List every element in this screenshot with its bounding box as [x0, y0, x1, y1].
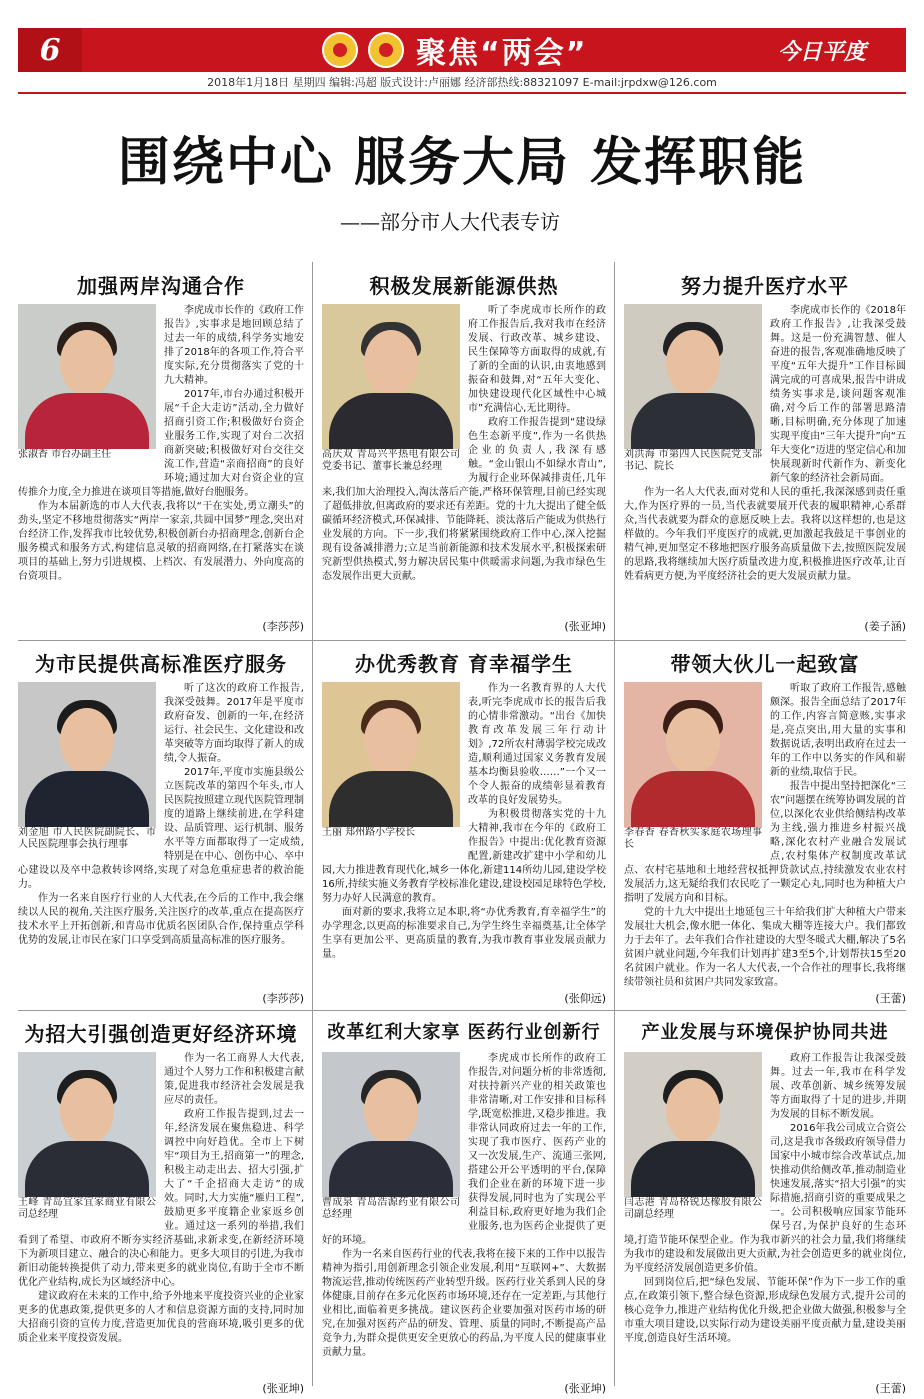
emblems	[322, 32, 404, 68]
article-author: (张亚坤)	[564, 620, 606, 633]
article-paragraph: 李虎成市长作的《2018年政府工作报告》,让我深受鼓舞。这是一份充满智慧、催人奋进的报告,客观准确地反映了平度“五年大提升”工作目标圆满完成的可喜成果,报告中讲成绩务实事求是,谈问题客观准确,对今后工作的部署思路清晰,目标明确,充分体现了加速实现平度由“三年大提升”向“五年大变化”迈进的坚定信心和加快展现新时代新作为、新变化新气象的经济社会新局面。	[770, 305, 906, 484]
article-author: (李莎莎)	[262, 992, 304, 1005]
article-author: (张亚坤)	[262, 1382, 304, 1395]
article-author: (王蕾)	[875, 1382, 906, 1395]
row-divider	[18, 1010, 906, 1011]
article	[624, 1018, 906, 1370]
masthead	[18, 28, 906, 72]
article-paragraph: 李虎成市长作的《政府工作报告》,实事求是地回顾总结了过去一年的成绩,科学务实地安排了2018年的各项工作,符合平度实际,充分贯彻落实了党的十九大精神。	[164, 305, 304, 386]
photo-caption: 闫志港 青岛格锐达橡胶有限公司副总经理	[624, 1197, 762, 1220]
article-paragraph: 政府工作报告提到“建设绿色生态新平度”,作为一名供热企业的负责人,我深有感触。“金山银山不如绿水青山”,为履行企业环保减排责任,几年来,我们加大治理投入,淘汰落后产能,严格环保管理,目前已经实现了超低排放,但离政府的要求还有差距。党的十九大提出了健全低碳循环经济模式,环保减排、节能降耗、淡汰落后产能成为供热行业发展的方向。下一步,我们将紧紧围绕政府工作中心,深入挖掘现有设备减排潜力;立足当前新能源和技术发展水平,积极探索研究新型供热模式,努力解决居民集中供暖需求问题,为我市绿色生态发展作出更大贡献。	[322, 417, 606, 582]
article-paragraph: 建议政府在未来的工作中,给予外地来平度投资兴业的企业家更多的优惠政策,提供更多的人才和信息资源方面的支持,同时加大招商引资的宣传力度,营造更加优良的营商环境,吸引更多的优质企业来平度投资发展。	[18, 1291, 304, 1344]
article-title: 为市民提供高标准医疗服务	[35, 652, 287, 676]
article-paragraph: 作为一名来自医疗行业的人大代表,在今后的工作中,我会继续以人民的视角,关注医疗服务,关注医疗的改革,重点在提高医疗技术水平上开拓创新,和青岛市优质名医团队合作,保持重点学科优势的发展,让市民在家门口享受到高质量高标准的医疗服务。	[18, 893, 304, 946]
photo-caption: 刘金旭 市人民医院副院长、市人民医院理事会执行理事	[18, 827, 156, 850]
npc-emblem-icon	[322, 32, 358, 68]
article-title: 产业发展与环境保护协同共进	[641, 1022, 889, 1043]
article-paragraph: 回到岗位后,把“绿色发展、节能环保”作为下一步工作的重点,在政策引领下,整合绿色资源,形成绿色发展方式,提升公司的核心竞争力,推进产业结构优化升级,把企业做大做强,积极参与全市重大项目建设,以实际行动为建设美丽平度贡献力量,建设美丽平度,创造良好生活环境。	[624, 1277, 906, 1344]
photo-caption: 王丽 郑州路小学校长	[322, 827, 416, 838]
page-number: 6	[18, 28, 82, 72]
column-divider	[312, 262, 313, 1386]
portrait-photo	[18, 1052, 156, 1220]
article-author: (李莎莎)	[262, 620, 304, 633]
row-divider	[18, 640, 906, 641]
portrait-photo	[322, 1052, 460, 1220]
portrait-photo	[18, 304, 156, 472]
article-paragraph: 李虎成市长所作的政府工作报告,对问题分析的非常透彻,对扶持新兴产业的相关政策也非常清晰,对工作安排和目标科学,既宽松推进,又稳步推进。我非常认同政府过去一年的工作,实现了我市医疗、医药产业的又一次发展,生产、流通三张网,搭建公开公平透明的平台,保障我们企业在新的环境下进一步获得发展,同时也为了实现公平利益目标,政府更好地为我们企业服务,也为医药企业提供了更好的环境。	[322, 1053, 606, 1246]
photo-caption: 李春香 春香秋实家庭农场理事长	[624, 827, 762, 850]
article-author: (姜子涵)	[864, 620, 906, 633]
article	[322, 648, 606, 978]
newspaper-brand: 今日平度	[777, 38, 866, 65]
article	[322, 270, 606, 632]
portrait-photo	[624, 1052, 762, 1220]
portrait-photo	[322, 682, 460, 850]
article-paragraph: 作为本届新选的市人大代表,我将以“干在实处,勇立潮头”的劲头,坚定不移地贯彻落实“两岸一家亲,共圆中国梦”理念,突出对台经济工作,发挥我市比较优势,积极创新台办招商理念,创新台企服务模式和服务方式,构建信息灵敏的招商网络,在打紧落实在谈项目的基础上,努力引进规模、上档次、有发展潜力、外向度高的台资项目。	[18, 501, 304, 582]
article-title: 加强两岸沟通合作	[77, 274, 245, 298]
column-divider	[614, 262, 615, 1386]
article-paragraph: 听了李虎成市长所作的政府工作报告后,我对我市在经济发展、行政改革、城乡建设、民生保障等方面取得的成就,有了新的全面的认识,由衷地感到振奋和鼓舞,对“五年大变化、加快建设现代化区域性中心城市”充满信心,无比期待。	[468, 305, 606, 414]
article	[322, 1018, 606, 1370]
article-author: (王蕾)	[875, 992, 906, 1005]
article-paragraph: 作为一名工商界人大代表,通过个人努力工作和积极建言献策,促进我市经济社会发展是我应尽的责任。	[164, 1053, 304, 1106]
portrait-photo	[18, 682, 156, 850]
photo-caption: 张淑香 市台办副主任	[18, 449, 112, 460]
article-paragraph: 作为一名人大代表,面对党和人民的重托,我深深感到责任重大,作为医疗界的一员,当代表就要展开代表的履职精神,心系群众,当代表就要为群众的意愿反映上去。我将以这样想的,也是这样做的。今年我们平度医疗的成就,更加激起我鼓足干事创业的精气神,更加坚定不移地把医疗服务高质量做下去,按照医院发展的思路,我将继续加大医疗质量改进力度,积极推进医疗改革,让百姓看病更方便,为平度经济社会的更大发展贡献力量。	[624, 487, 906, 582]
article-paragraph: 作为一名来自医药行业的代表,我将在接下来的工作中以报告精神为指引,用创新理念引领企业发展,利用“互联网+”、大数据物流运营,推动传统医药产业转型升级。医药行业关系到人民的身体健康,目前存在多元化医药市场环境,还存在一定差距,与其他行业相比,面临着更多挑战。建议医药企业要加强对医药市场的研究,在加强对医药产品的研发、管理、质量的同时,不断提高产品竞争力,为群众提供更安全更放心的药品,为平度人民的健康事业贡献力量。	[322, 1249, 606, 1358]
photo-caption: 曹成泉 青岛浩源药业有限公司总经理	[322, 1197, 460, 1220]
article-paragraph: 作为一名教育界的人大代表,听完李虎成市长的报告后我的心情非常激动。“出台《加快教育改革发展三年行动计划》,72所农村薄弱学校完成改造,顺利通过国家义务教育发展基本均衡县验收……”一个又一个令人振奋的成绩彰显着教育改革的良好发展势头。	[468, 683, 606, 806]
article-paragraph: 听取了政府工作报告,感触颇深。报告全面总结了2017年的工作,内容言简意赅,实事求是,亮点突出,用大量的实事和数据说话,表明出政府在过去一年的工作中以务实的作风和崭新的业绩,取信于民。	[770, 683, 906, 778]
article-title: 办优秀教育 育幸福学生	[355, 652, 573, 676]
portrait-photo	[322, 304, 460, 472]
article	[18, 648, 304, 978]
page-headline: 围绕中心 服务大局 发挥职能	[117, 133, 807, 193]
article-paragraph: 政府工作报告提到,过去一年,经济发展在聚焦稳进、科学调控中向好趋优。全市上下树牢“项目为王,招商第一”的理念,积极主动走出去、招大引强,扩大了“千企招商大走访”的成效。同时,大力实施“雁归工程”,鼓励更多平度籍企业家返乡创业。通过这一系列的举措,我们看到了希望、市政府不断夯实经济基础,求新求变,在新经济环境下为新项目建立、融合的决心和能力。更多大项目的引进,为我市新旧动能转换提供了动力,带来更多的就业岗位,有助于全市不断优化产业结构,成长为区域经济中心。	[18, 1109, 304, 1288]
article-title: 积极发展新能源供热	[369, 274, 559, 298]
photo-caption: 刘洪海 市第四人民医院党支部书记、院长	[624, 449, 762, 472]
article-title: 改革红利大家享 医药行业创新行	[327, 1022, 601, 1043]
article-paragraph: 听了这次的政府工作报告,我深受鼓舞。2017年是平度市政府奋发、创新的一年,在经济运行、社会民生、文化建设和改革突破等方面均取得了新人的成绩,令人振奋。	[164, 683, 304, 764]
cppcc-emblem-icon	[368, 32, 404, 68]
article	[624, 648, 906, 988]
article	[18, 1018, 304, 1370]
article	[624, 270, 906, 632]
article-paragraph: 2017年,市台办通过积极开展“千企大走访”活动,全力做好招商引资工作;积极做好台资企业服务工作,实现了对台二次招商新突破;积极做好对台交往交流工作,营造“亲商招商”的良好环境;通过加大对台资企业的宣传推介力度,全力推进在谈项目等措施,做好台胞服务。	[18, 389, 304, 498]
portrait-photo	[624, 304, 762, 472]
article-title: 带领大伙儿一起致富	[670, 652, 860, 676]
article-paragraph: 政府工作报告让我深受鼓舞。过去一年,我市在科学发展、改革创新、城乡统筹发展等方面取得了十足的进步,并期为发展的目标不断发展。	[770, 1053, 906, 1120]
article-title: 努力提升医疗水平	[681, 274, 849, 298]
article-author: (张亚坤)	[564, 1382, 606, 1395]
section-title: 聚焦“两会”	[416, 36, 588, 71]
article-paragraph: 2016年我公司成立合资公司,这是我市各级政府领导借力国家中小城市综合改革试点,加快推动供给侧改革,推动制造业快速发展,落实“招大引强”的实际措施,招商引资的重要成果之一。公司积极响应国家节能环保号召,为保护良好的生态环境,打造节能环保型企业。作为我市新兴的社会力量,我们将继续为我市的建设和发展做出更大贡献,为社会创造更多的就业岗位,为平度经济发展创造更多价值。	[624, 1123, 906, 1274]
dateline: 2018年1月18日 星期四 编辑:冯超 版式设计:卢丽娜 经济部热线:88321097 E-mail:jrpdxw@126.com	[18, 74, 906, 94]
article-author: (张仰远)	[564, 992, 606, 1005]
article-title: 为招大引强创造更好经济环境	[24, 1022, 298, 1046]
article-paragraph: 党的十九大中提出土地延包三十年给我们扩大种植大户带来发展壮大机会,像水肥一体化、集成大棚等连接大户。我们都致力于去年了。去年我们合作社建设的大型冬暖式大棚,解决了5名贫困户就业问题,今年我们计划再扩建3至5个,计划帮扶15至20名贫困户就业。作为一名人大代表,一个合作社的理事长,我将继续带领社员和贫困户共同发家致富。	[624, 907, 906, 988]
photo-caption: 王峰 青岛宜家宜家商业有限公司总经理	[18, 1197, 156, 1220]
article-paragraph: 2017年,平度市实施县级公立医院改革的第四个年头,市人民医院按照建立现代医院管理制度的道路上继续前进,在学科建设、品质管理、运行机制、服务水平等方面都取得了一定成绩,特别是在中心、创伤中心、卒中心建设以及卒中急救转诊网络,实现了对急危重症患者的救治能力。	[18, 767, 304, 890]
article	[18, 270, 304, 632]
page-subhead: ——部分市人大代表专访	[340, 210, 560, 234]
article-paragraph: 报告中提出坚持把深化“三农”问题摆在统筹协调发展的首位,以深化农业供给侧结构改革为主线,强力推进乡村振兴战略,深化农村产业融合发展试点,农村集体产权制度改革试点、农村宅基地和土地经营权抵押贷款试点,持续激发农业农村发展活力,这无疑给我们农民吃了一颗定心丸,同时也为种植大户指明了发展方向和目标。	[624, 781, 906, 904]
photo-caption: 高庆双 青岛兴平热电有限公司党委书记、董事长兼总经理	[322, 449, 460, 472]
article-paragraph: 为积极贯彻落实党的十九大精神,我市在今年的《政府工作报告》中提出:优化教育资源配置,新建改扩建中小学和幼儿园,大力推进教育现代化,城乡一体化,新建114所幼儿园,建设学校16所,持续实施义务教育学校标准化建设,建设校园足球特色学校,努力办好人民满意的教育。	[322, 809, 606, 904]
portrait-photo	[624, 682, 762, 850]
article-paragraph: 面对新的要求,我将立足本职,将“办优秀教育,育幸福学生”的办学理念,以更高的标准要求自己,为学生终生幸福奠基,让全体学生享有更加公平、更高质量的教育,为我市教育事业发展贡献力量。	[322, 907, 606, 960]
